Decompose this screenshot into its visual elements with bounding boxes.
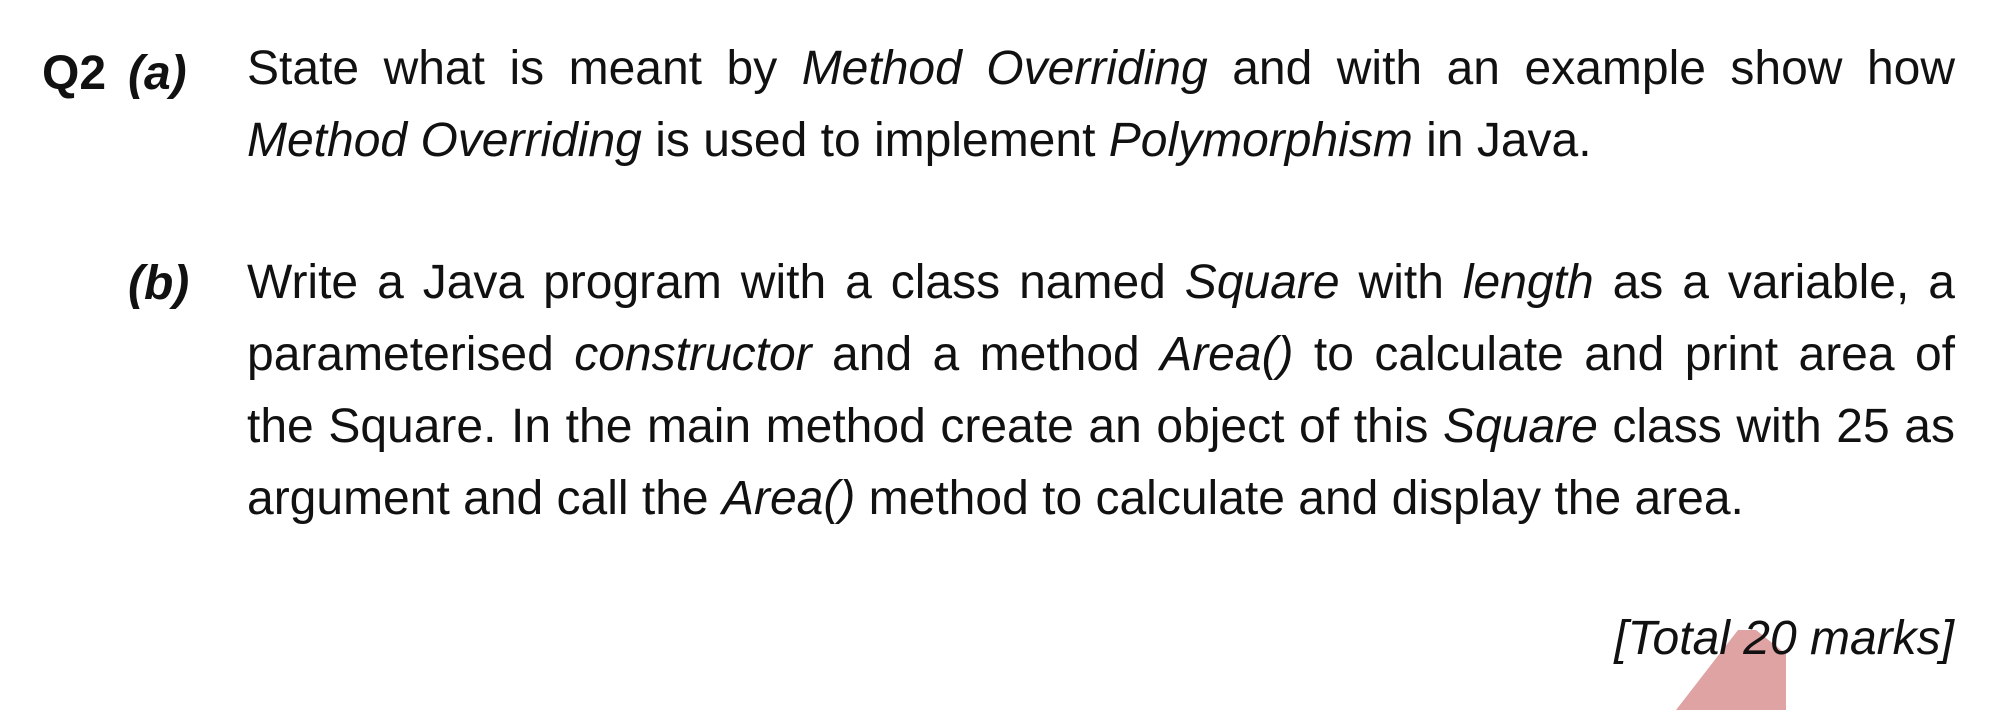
question-number: Q2: [42, 47, 107, 100]
part-a-segment: Method Overriding: [801, 42, 1208, 95]
part-a-segment: and with an example show how: [1207, 42, 1956, 95]
part-b-segment: as a variable, a parameterised: [247, 256, 1955, 381]
part-b-segment: method to calculate and display the area.: [855, 472, 1744, 525]
part-b-text: [247, 247, 1955, 535]
part-b-segment: Square: [1184, 256, 1340, 309]
part-a-segment: is used to implement: [641, 114, 1109, 167]
total-marks: [Total 20 marks]: [1614, 612, 1954, 665]
part-b-label: (b): [128, 257, 190, 310]
part-b-segment: Area(): [721, 472, 856, 525]
part-b-segment: Write a Java program with a class named: [247, 256, 1185, 309]
part-b-segment: length: [1462, 256, 1594, 309]
part-b-segment: to calculate and print area of the Square. In the main method create an object of this: [247, 328, 1956, 453]
part-a-segment: Polymorphism: [1108, 114, 1413, 167]
part-b-segment: Area(): [1160, 328, 1294, 381]
part-a-text: [247, 33, 1955, 177]
part-a-label: (a): [128, 47, 187, 100]
part-b-segment: Square: [1443, 400, 1598, 453]
part-a-segment: Method Overriding: [247, 114, 642, 167]
part-b-segment: with: [1339, 256, 1463, 309]
part-b-segment: constructor: [574, 328, 812, 381]
part-a-segment: State what is meant by: [247, 42, 802, 95]
part-a-segment: in Java.: [1412, 114, 1592, 167]
part-b-segment: and a method: [811, 328, 1161, 381]
part-b-segment: class with 25 as argument and call the: [247, 400, 1956, 525]
